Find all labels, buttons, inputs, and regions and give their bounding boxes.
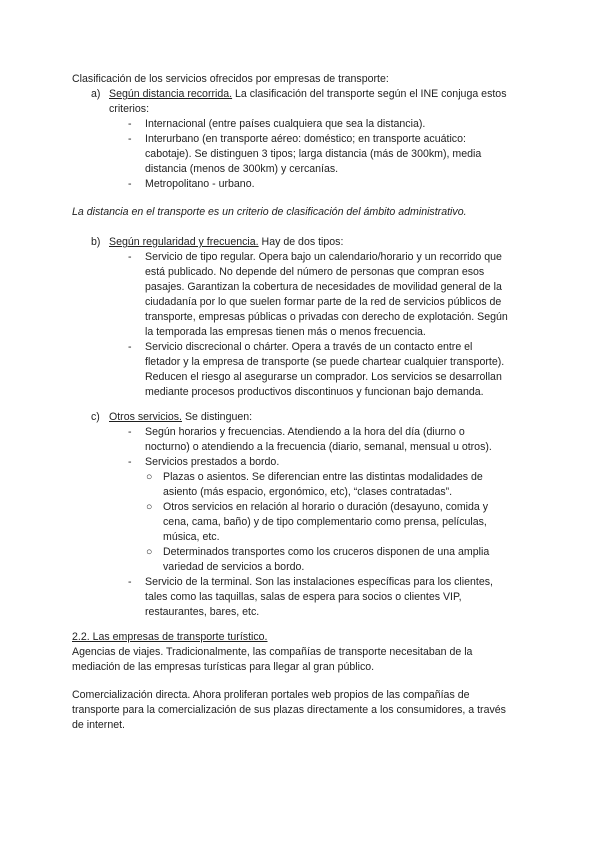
sublist-bullet: ○ xyxy=(146,546,153,558)
section-a-title: Según distancia recorrida. xyxy=(109,88,233,100)
list-item-line: Servicios prestados a bordo. xyxy=(145,456,280,468)
list-bullet: - xyxy=(128,178,132,190)
sublist-item-line: asiento (más espacio, ergonómico, etc), “clases contratadas”. xyxy=(163,486,453,498)
sublist-item-line: Determinados transportes como los cruceros disponen de una amplia xyxy=(163,546,490,558)
section-b-heading xyxy=(109,235,343,250)
section-a-text: La clasificación del transporte según el INE conjuga estos xyxy=(232,88,507,100)
list-item-line: pasajes. Garantizan la cobertura de necesidades de movilidad general de la xyxy=(145,281,502,293)
paragraph-line: transporte para la comercialización de sus plazas directamente a los consumidores, a través xyxy=(72,704,506,716)
list-bullet: - xyxy=(128,426,132,438)
list-item-line: está publicado. No depende del número de personas que compran esos xyxy=(145,266,485,278)
list-item-line: tales como las taquillas, salas de espera para socios o clientes VIP, xyxy=(145,591,462,603)
list-item-line: ciudadanía por lo que suelen formar parte de la red de servicios públicos de xyxy=(145,296,502,308)
list-bullet: - xyxy=(128,456,132,468)
list-item-line: cabotaje). Se distinguen 3 tipos; larga distancia (más de 300km), media xyxy=(145,148,482,160)
sublist-item-line: Otros servicios en relación al horario o duración (desayuno, comida y xyxy=(163,501,489,513)
list-item-line: Interurbano (en transporte aéreo: doméstico; en transporte acuático: xyxy=(145,133,466,145)
list-item-line: Servicio discrecional o chárter. Opera a través de un contacto entre el xyxy=(145,341,473,353)
section-heading-2-2: 2.2. Las empresas de transporte turístico. xyxy=(72,631,268,643)
sublist-item-line: variedad de servicios a bordo. xyxy=(163,561,305,573)
sublist-item-line: música, etc. xyxy=(163,531,220,543)
section-a-marker: a) xyxy=(91,88,101,100)
list-item-line: transporte, empresas públicas o privadas con derecho de explotación. Según xyxy=(145,311,508,323)
intro-text: Clasificación de los servicios ofrecidos por empresas de transporte: xyxy=(72,73,389,85)
sublist-item-line: cena, cama, baño) y de tipo complementario como prensa, películas, xyxy=(163,516,487,528)
list-bullet: - xyxy=(128,133,132,145)
section-a-heading xyxy=(109,87,507,102)
paragraph-line: de internet. xyxy=(72,719,126,731)
list-bullet: - xyxy=(128,576,132,588)
list-bullet: - xyxy=(128,251,132,263)
section-b-text: Hay de dos tipos: xyxy=(258,236,344,248)
sublist-bullet: ○ xyxy=(146,501,153,513)
list-item-line: Metropolitano - urbano. xyxy=(145,178,255,190)
italic-note: La distancia en el transporte es un criterio de clasificación del ámbito administrativo. xyxy=(72,206,467,218)
list-item-line: mediante procesos productivos discontinuos y funcionan bajo demanda. xyxy=(145,386,484,398)
paragraph-line: mediación de las empresas turísticas para llegar al gran público. xyxy=(72,661,375,673)
list-item-line: restaurantes, bares, etc. xyxy=(145,606,260,618)
paragraph-line: Comercialización directa. Ahora proliferan portales web propios de las compañías de xyxy=(72,689,470,701)
section-c-marker: c) xyxy=(91,411,100,423)
list-item-line: distancia (menos de 300km) y cercanías. xyxy=(145,163,339,175)
section-c-heading xyxy=(109,410,252,425)
section-c-text: Se distinguen: xyxy=(182,411,253,423)
list-bullet: - xyxy=(128,118,132,130)
section-b-marker: b) xyxy=(91,236,101,248)
list-item-line: la temporada las empresas tienen más o menos frecuencia. xyxy=(145,326,426,338)
list-bullet: - xyxy=(128,341,132,353)
paragraph-line: Agencias de viajes. Tradicionalmente, las compañías de transporte necesitaban de la xyxy=(72,646,473,658)
sublist-bullet: ○ xyxy=(146,471,153,483)
list-item-line: Internacional (entre países cualquiera que sea la distancia). xyxy=(145,118,426,130)
list-item-line: fletador y la empresa de transporte (se puede chartear cualquier transporte). xyxy=(145,356,505,368)
sublist-item-line: Plazas o asientos. Se diferencian entre las distintas modalidades de xyxy=(163,471,483,483)
list-item-line: Reducen el riesgo al asegurarse un comprador. Los servicios se desarrollan xyxy=(145,371,502,383)
list-item-line: Servicio de tipo regular. Opera bajo un calendario/horario y un recorrido que xyxy=(145,251,502,263)
list-item-line: Según horarios y frecuencias. Atendiendo a la hora del día (diurno o xyxy=(145,426,465,438)
section-b-title: Según regularidad y frecuencia. xyxy=(109,236,259,248)
list-item-line: Servicio de la terminal. Son las instalaciones específicas para los clientes, xyxy=(145,576,494,588)
section-c-title: Otros servicios. xyxy=(109,411,182,423)
list-item-line: nocturno) o atendiendo a la frecuencia (diario, semanal, mensual u otros). xyxy=(145,441,492,453)
section-a-text-cont: criterios: xyxy=(109,103,150,115)
